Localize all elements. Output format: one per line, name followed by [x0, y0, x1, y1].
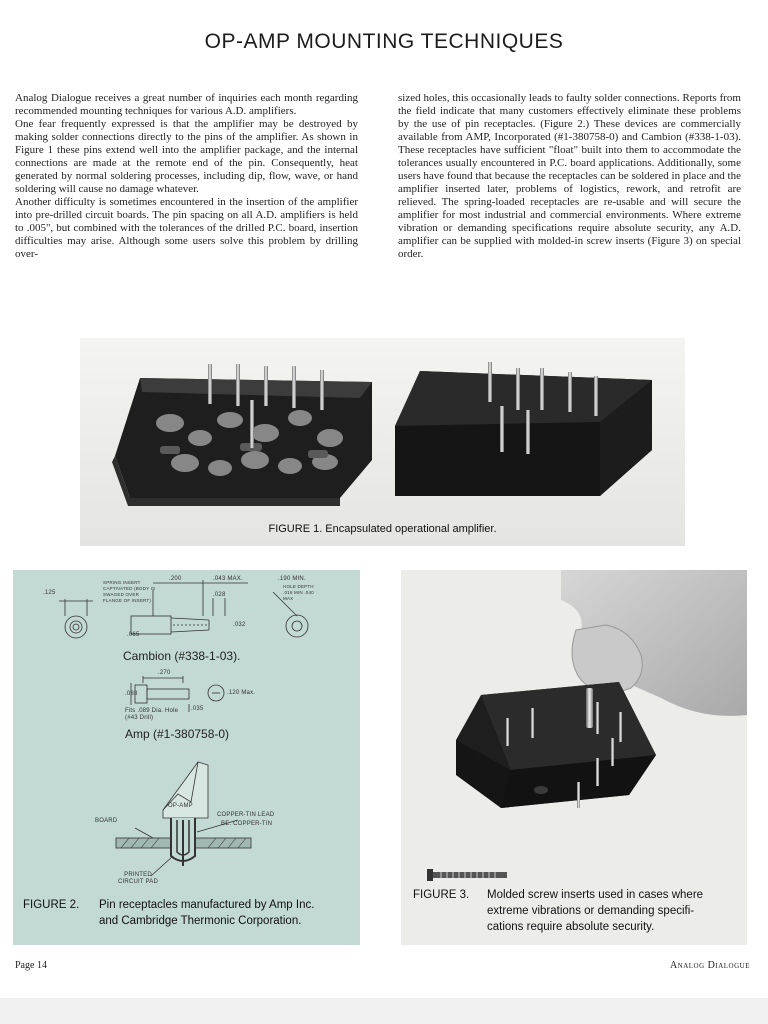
caption-line: Molded screw inserts used in cases where	[487, 889, 704, 901]
figure-3	[401, 570, 747, 945]
hole-depth-note: HOLE DEPTH .016 MIN .040 MAX	[283, 584, 314, 601]
pcb-pad-label: PRINTED CIRCUIT PAD	[118, 872, 158, 885]
caption-line: Pin receptacles manufactured by Amp Inc.	[99, 899, 315, 911]
paragraph: Another difficulty is sometimes encountered in the insertion of the amplifier into pre-drilled circuit boards. The pin spacing on all A.D. amplifiers is held to .005", but combined with the tolerances of the drilled P.C. board, insertion difficulties may arise. Although some users solve this problem by drilling over-	[15, 196, 358, 260]
drill-note: Fits .089 Dia. Hole (#43 Drill)	[125, 708, 179, 721]
dim-label: .032	[233, 622, 246, 628]
figure-2-caption	[23, 897, 358, 929]
page-number: Page 14	[15, 960, 47, 971]
figure-2-number: FIGURE 2.	[23, 899, 80, 911]
dim-label: .065	[127, 632, 140, 638]
dim-label: .043 MAX.	[213, 576, 243, 582]
paragraph: Analog Dialogue receives a great number of inquiries each month regarding recommended mounting techniques for various A.D. amplifiers.	[15, 92, 358, 117]
caption-line: extreme vibrations or demanding specifi-	[487, 905, 695, 917]
dim-label: .125	[43, 590, 56, 596]
page-title: OP-AMP MOUNTING TECHNIQUES	[204, 30, 564, 53]
dim-label: .270	[158, 670, 171, 676]
caption-line: and Cambridge Thermonic Corporation.	[99, 915, 302, 927]
dim-label: .035	[191, 706, 204, 712]
cambion-label: Cambion (#338-1-03).	[123, 649, 241, 663]
figure-1-photo	[80, 338, 685, 546]
be-copper-label: BE. COPPER-TIN	[221, 821, 273, 827]
article-column-right	[398, 92, 741, 261]
figure-3-caption	[413, 887, 743, 935]
opamp-label: OP-AMP	[168, 803, 193, 809]
figure-2	[13, 570, 360, 945]
caption-line: cations require absolute security.	[487, 921, 655, 933]
board-label: BOARD	[95, 818, 118, 824]
publication-name: Analog Dialogue	[669, 960, 750, 971]
dim-label: .200	[169, 576, 182, 582]
dim-label: .120 Max.	[227, 690, 256, 696]
figure-3-number: FIGURE 3.	[413, 889, 470, 901]
paragraph: One fear frequently expressed is that the amplifier may be destroyed by making solder connections directly to the pins of the amplifier. As shown in Figure 1 these pins extend well into the amplifier package, and the internal connections are made at the remote end of the pin. Consequently, heat generated by normal soldering processes, including dip, flow, wave, or hand soldering will cause no damage whatever.	[15, 118, 358, 195]
amp-label: Amp (#1-380758-0)	[125, 727, 230, 741]
figure-2-drawing	[13, 570, 360, 945]
dim-label: .088	[125, 691, 138, 697]
spring-insert-note: SPRING INSERT CAPTIVATED (BODY IS SWAGED OVER FLANGE OF INSERT)	[103, 580, 156, 603]
dim-label: .190 MIN.	[278, 576, 306, 582]
article-column-left	[15, 92, 358, 261]
figure-1-caption: FIGURE 1. Encapsulated operational amplifier.	[268, 523, 497, 535]
dim-label: .028	[213, 592, 226, 598]
figure-1	[80, 338, 685, 546]
paragraph: sized holes, this occasionally leads to faulty solder connections. Reports from the field indicate that many customers effectively eliminate these problems by the use of pin receptacles. (Figure 2.) These devices are commercially available from AMP, Incorporated (#1-380758-0) and Cambion (#338-1-03). These receptacles have sufficient "float" built into them to accommodate the tolerances usually encountered in P.C. board applications. Additionally, some users have found that because the receptacles can be soldered in place and the amplifier inserted later, problems of logistics, rework, and retrofit are relieved. The spring-loaded receptacles are re-usable and will secure the amplifier for most industrial and commercial environments. Where extreme vibration or demanding specifications require absolute security, any A.D. amplifier can be supplied with molded-in screw inserts (Figure 3) on special order.	[398, 92, 741, 260]
copper-lead-label: COPPER-TIN LEAD	[217, 812, 275, 818]
